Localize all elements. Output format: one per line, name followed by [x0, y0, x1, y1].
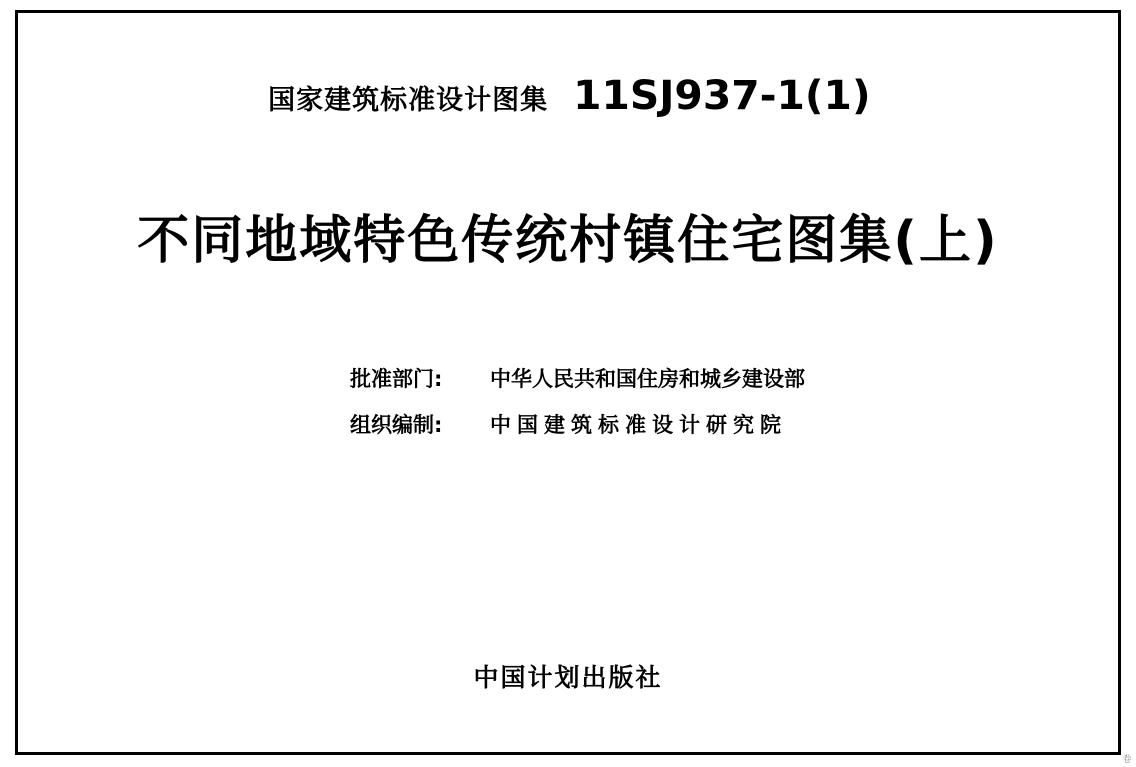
corner-mark: 卷	[1122, 755, 1132, 765]
publisher-name: 中国计划出版社	[473, 663, 663, 692]
approval-department-value: 中华人民共和国住房和城乡建设部	[490, 367, 805, 391]
page-title: 不同地域特色传统村镇住宅图集(上)	[137, 211, 999, 271]
series-name: 国家建筑标准设计图集	[268, 85, 549, 116]
credit-row	[350, 409, 910, 439]
credits-block	[350, 363, 910, 455]
credit-row	[350, 363, 910, 393]
compiling-organization-value: 中国建筑标准设计研究院	[490, 413, 787, 437]
cover-header	[18, 73, 1118, 119]
atlas-code: 11SJ937-1(1)	[573, 73, 871, 119]
cover-content	[18, 13, 1118, 752]
compiling-organization-label: 组织编制:	[350, 413, 443, 437]
approval-department-label: 批准部门:	[350, 367, 443, 391]
